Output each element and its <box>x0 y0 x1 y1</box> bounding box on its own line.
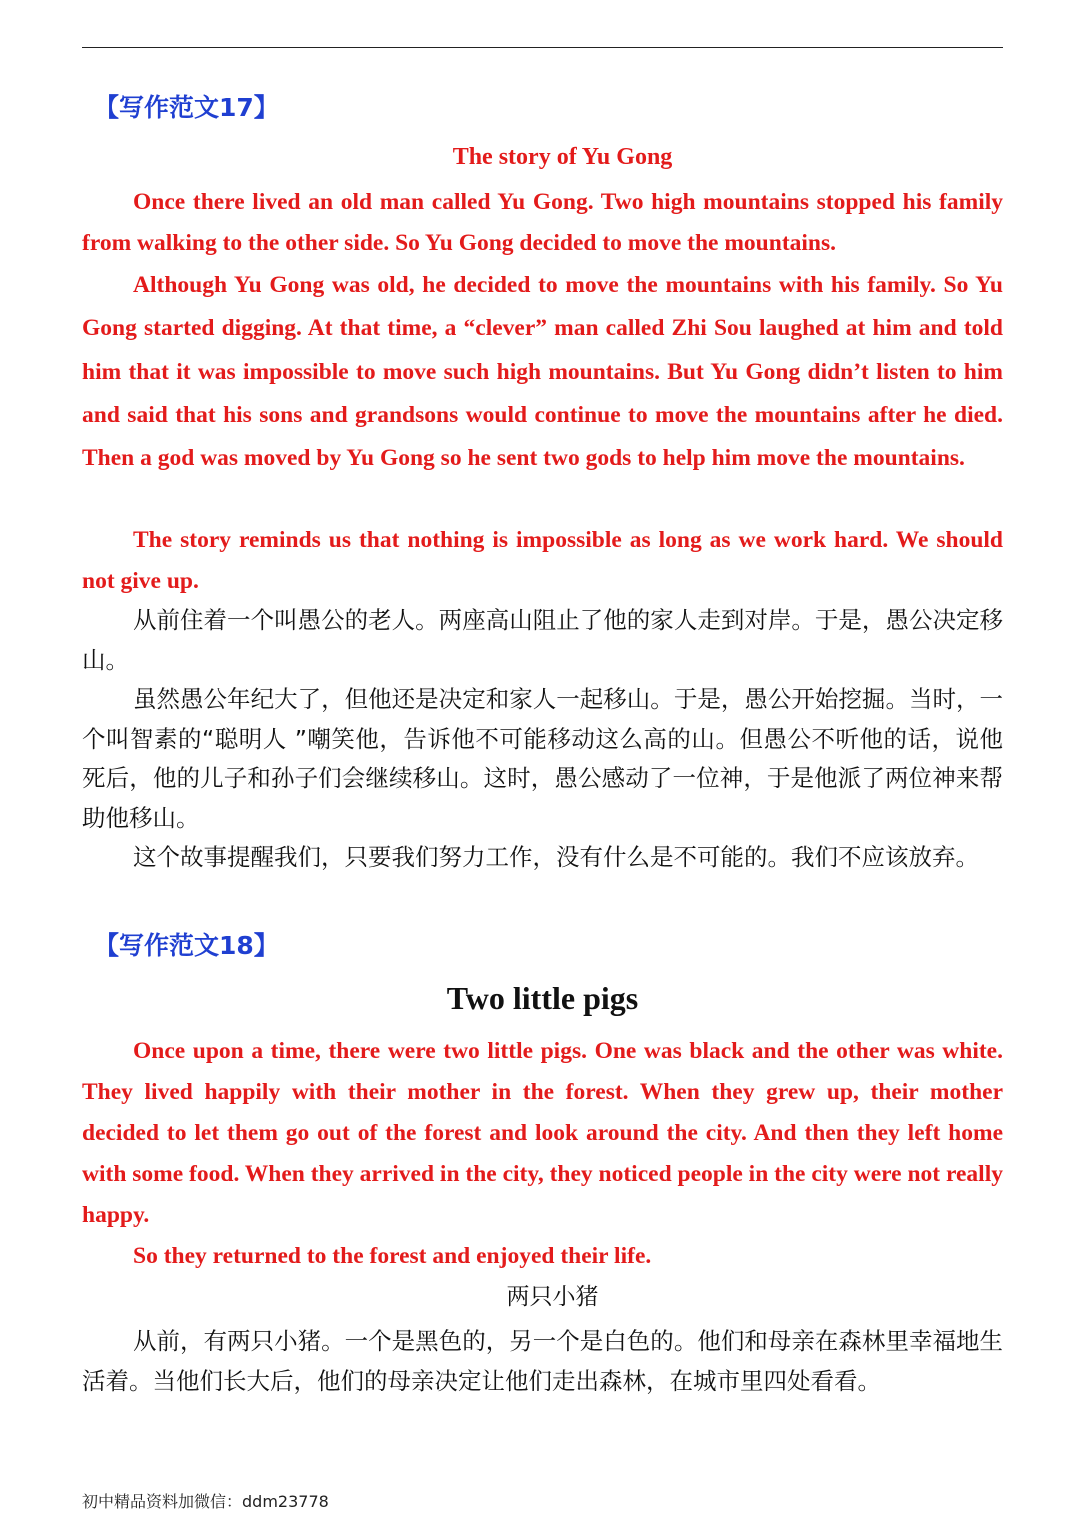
essay17-en-paragraph-3: The story reminds us that nothing is impossible as long as we work hard. We should not give up. <box>82 527 1003 594</box>
essay18-en-paragraph-2: So they returned to the forest and enjoyed their life. <box>133 1243 652 1269</box>
essay17-tag: 【写作范文17】 <box>94 93 279 122</box>
essay18-tag: 【写作范文18】 <box>94 931 279 960</box>
top-divider <box>82 47 1003 48</box>
essay18-title: Two little pigs <box>446 980 639 1016</box>
essay17-cn-paragraph-1: 从前住着一个叫愚公的老人。两座高山阻止了他的家人走到对岸。于是，愚公决定移山。 <box>82 606 1003 674</box>
footer-contact: 初中精品资料加微信：ddm23778 <box>82 1492 329 1511</box>
essay18-en-paragraph-1: Once upon a time, there were two little pigs. One was black and the other was white. They lived happily with their mother in the forest. When they grew up, their mother decided to let them go out of the forest and look around the city. And then they left home with some food. When they arrived in the city, they noticed people in the city were not really happy. <box>82 1038 1003 1228</box>
essay17-cn-paragraph-3: 这个故事提醒我们，只要我们努力工作，没有什么是不可能的。我们不应该放弃。 <box>133 843 979 871</box>
essay17-en-paragraph-1: Once there lived an old man called Yu Gong. Two high mountains stopped his family from walking to the other side. So Yu Gong decided to move the mountains. <box>82 189 1003 256</box>
essay17-en-paragraph-2: Although Yu Gong was old, he decided to move the mountains with his family. So Yu Gong started digging. At that time, a “clever” man called Zhi Sou laughed at him and told him that it was impossible to move such high mountains. But Yu Gong didn’t listen to him and said that his sons and grandsons would continue to move the mountains after he died. Then a god was moved by Yu Gong so he sent two gods to help him move the mountains. <box>82 272 1003 472</box>
essay18-cn-title: 两只小猪 <box>506 1284 599 1310</box>
essay18-cn-paragraph-1: 从前，有两只小猪。一个是黑色的，另一个是白色的。他们和母亲在森林里幸福地生活着。当他们长大后，他们的母亲决定让他们走出森林，在城市里四处看看。 <box>82 1327 1003 1395</box>
essay17-cn-paragraph-2: 虽然愚公年纪大了，但他还是决定和家人一起移山。于是，愚公开始挖掘。当时，一个叫智素的“聪明人 ”嘲笑他，告诉他不可能移动这么高的山。但愚公不听他的话，说他死后，他的儿子和孙子们会继续移山。这时，愚公感动了一位神，于是他派了两位神来帮助他移山。 <box>82 685 1003 832</box>
essay17-title: The story of Yu Gong <box>452 144 673 170</box>
